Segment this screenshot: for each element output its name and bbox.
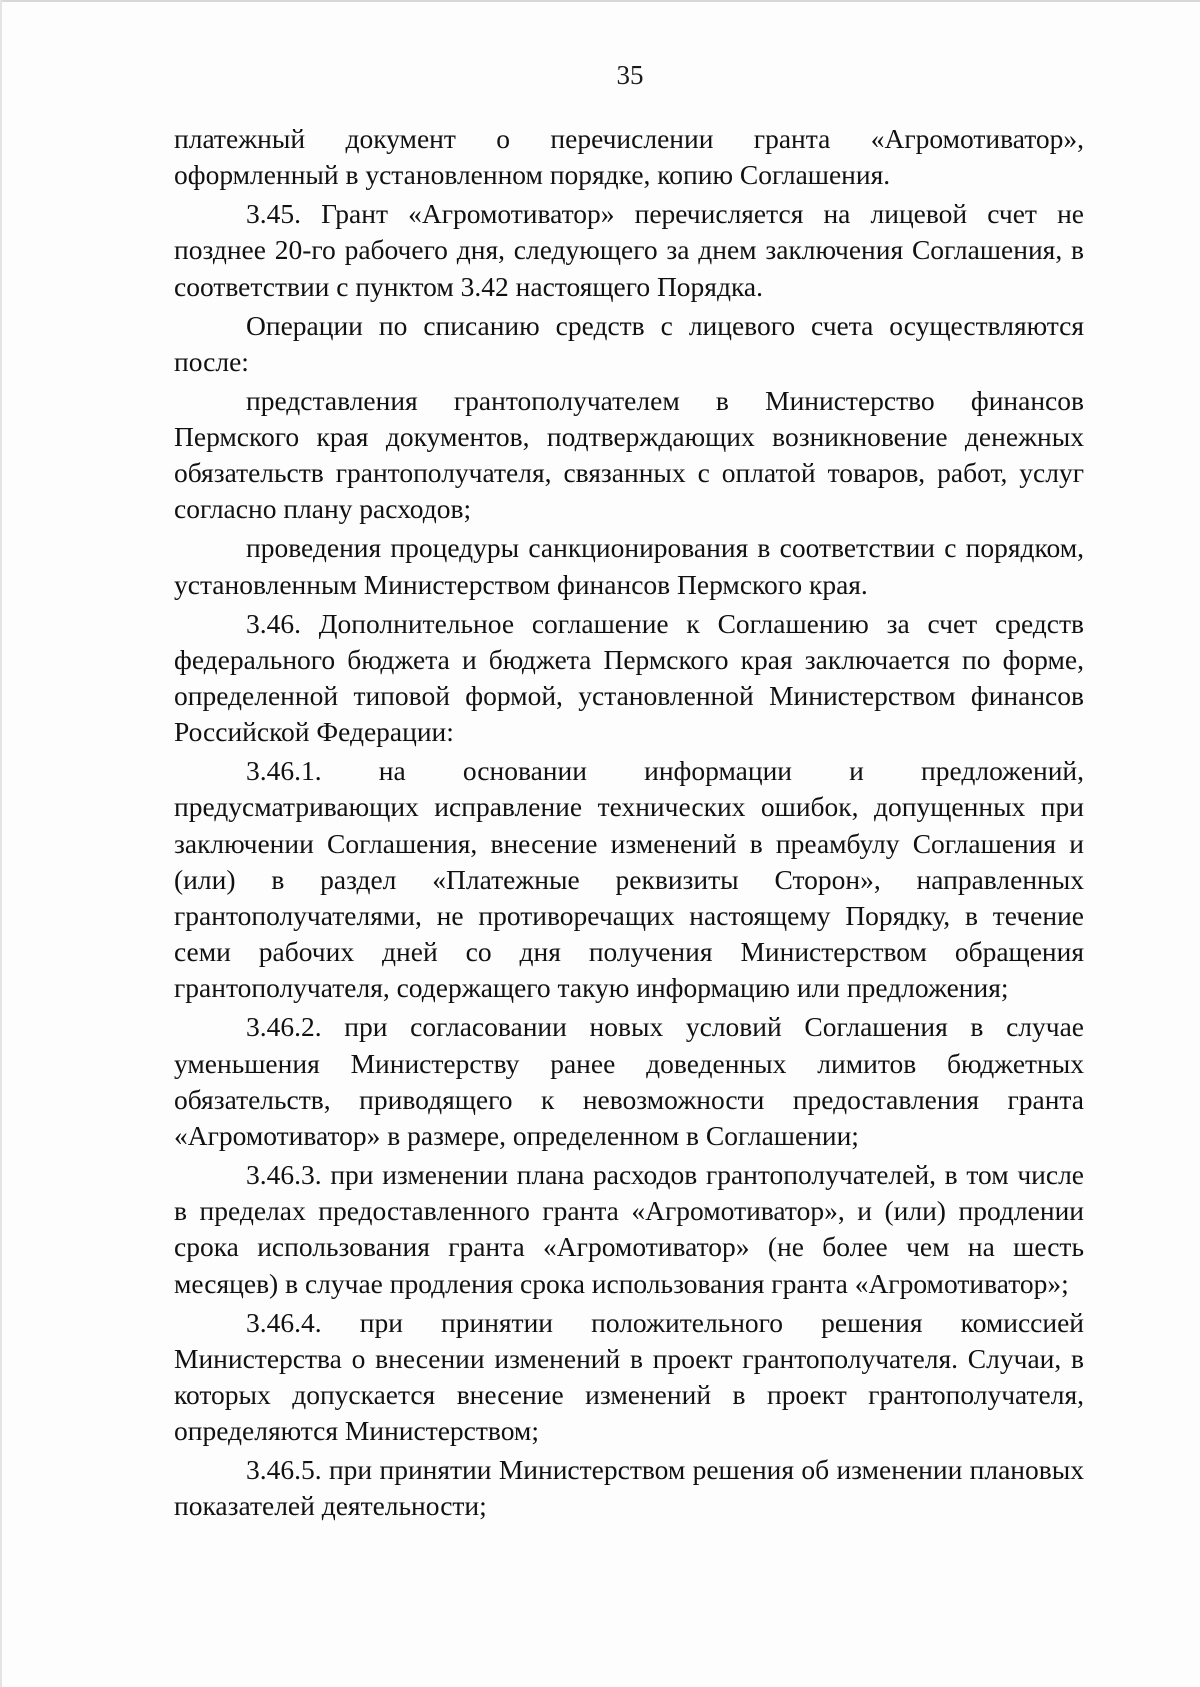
paragraph-3-46-2: 3.46.2. при согласовании новых условий Соглашения в случае уменьшения Министерству ранее доведенных лимитов бюджетных обязательств, приводящего к невозможности предоставления гранта «Агромотиватор» в размере, определенном в Соглашении; bbox=[174, 1011, 1084, 1152]
paragraph-sanctioning-procedure: проведения процедуры санкционирования в соответствии с порядком, установленным Министерством финансов Пермского края. bbox=[174, 532, 1084, 600]
paragraph-account-operations: Операции по списанию средств с лицевого счета осуществляются после: bbox=[174, 309, 1084, 377]
paragraph-3-46: 3.46. Дополнительное соглашение к Соглашению за счет средств федерального бюджета и бюджета Пермского края заключается по форме, определенной типовой формой, установленной Министерством финансов Российской Федерации: bbox=[174, 607, 1084, 748]
paragraph-3-45: 3.45. Грант «Агромотиватор» перечисляется на лицевой счет не позднее 20-го рабочего дня, следующего за днем заключения Соглашения, в соответствии с пунктом 3.42 настоящего Порядка. bbox=[174, 198, 1084, 302]
document-body bbox=[174, 121, 1084, 1527]
paragraph-3-46-5: 3.46.5. при принятии Министерством решения об изменении плановых показателей деятельности; bbox=[174, 1454, 1084, 1522]
paragraph-3-46-3: 3.46.3. при изменении плана расходов грантополучателей, в том числе в пределах предоставленного гранта «Агромотиватор», и (или) продлении срока использования гранта «Агромотиватор» (не более чем на шесть месяцев) в случае продления срока использования гранта «Агромотиватор»; bbox=[174, 1159, 1084, 1299]
paragraph-submission-of-documents: представления грантополучателем в Министерство финансов Пермского края документов, подтверждающих возникновение денежных обязательств грантополучателя, связанных с оплатой товаров, работ, услуг согласно плану расходов; bbox=[174, 384, 1084, 525]
paragraph-3-46-1: 3.46.1. на основании информации и предложений, предусматривающих исправление технических ошибок, допущенных при заключении Соглашения, внесение изменений в преамбулу Соглашения и (или) в раздел «Платежные реквизиты Сторон», направленных грантополучателями, не противоречащих настоящему Порядку, в течение семи рабочих дней со дня получения Министерством обращения грантополучателя, содержащего такую информацию или предложения; bbox=[174, 755, 1084, 1004]
page-edge-left bbox=[0, 0, 2, 1687]
paragraph-continuation: платежный документ о перечислении гранта «Агромотиватор», оформленный в установленном порядке, копию Соглашения. bbox=[174, 123, 1084, 191]
page-edge-top bbox=[0, 0, 1200, 2]
page-number: 35 bbox=[616, 60, 644, 90]
paragraph-3-46-4: 3.46.4. при принятии положительного решения комиссией Министерства о внесении изменений в проект грантополучателя. Случаи, в которых допускается внесение изменений в проект грантополучателя, определяются Министерством; bbox=[174, 1306, 1084, 1447]
